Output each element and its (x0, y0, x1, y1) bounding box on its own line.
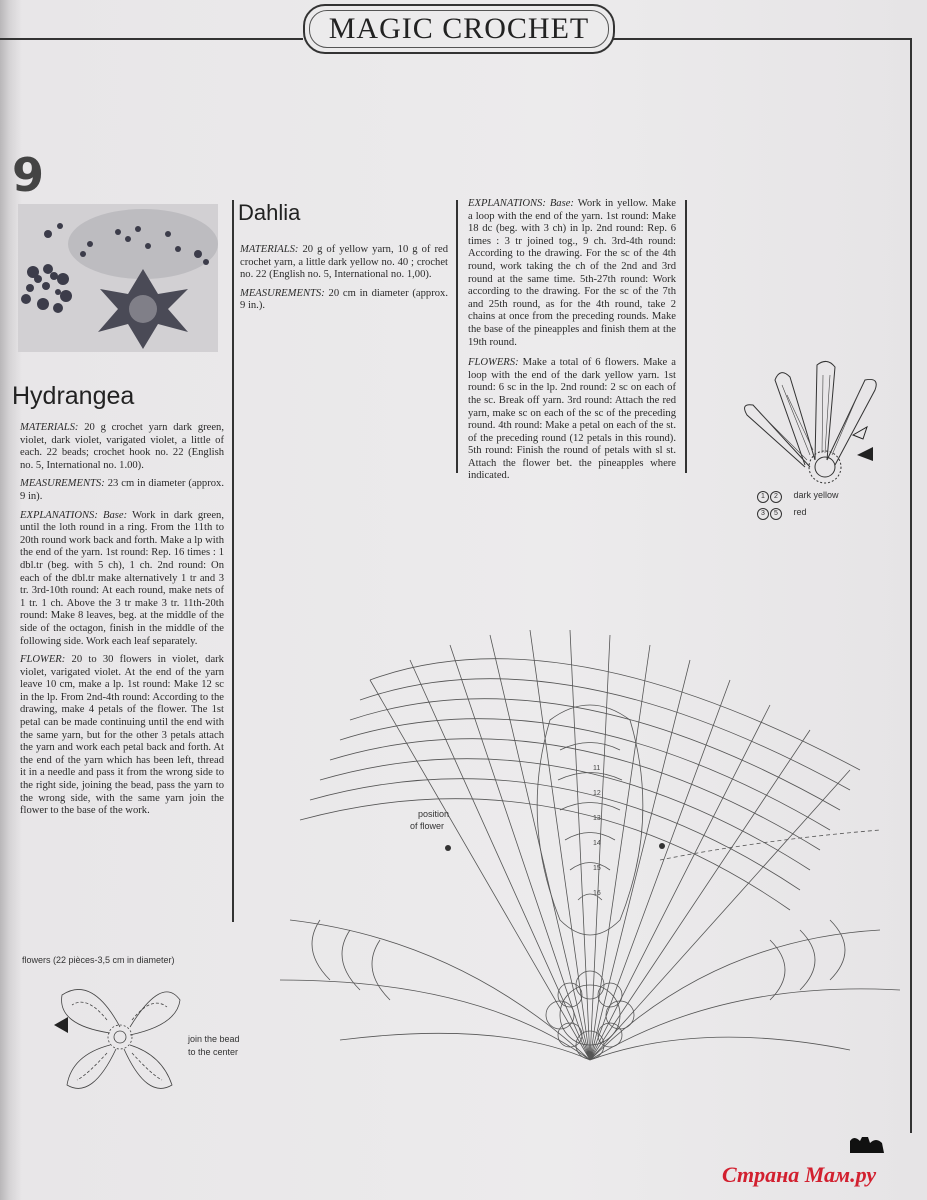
legend-label: dark yellow (793, 490, 839, 500)
hydrangea-flower-diagram (52, 965, 187, 1105)
hydrangea-materials-label: MATERIALS: (20, 422, 79, 433)
magazine-header (303, 4, 615, 54)
pattern-number: 9 (12, 148, 45, 202)
frame-line-top-right (612, 38, 912, 40)
dahlia-flowers-label: FLOWERS: (468, 357, 519, 369)
dahlia-flowers-text: Make a total of 6 flowers. Make a loop with the end of the dark yellow yarn. 1st round: 6 sc in the lp. 2nd round: 2 sc on each of the sc. Break off yarn. 3rd round: Attach the red yarn, make sc on each of the sc of the preceding round. 4th round: Make a petal on each of the st. of the preceding round (12 petals in this round). 5th round: Finish the round of petals with sl st. Attach the flower bet. the pineapples where indicated. (468, 357, 676, 482)
watermark: Страна Мам.ру (722, 1162, 877, 1187)
join-bead-line1: join the bead (188, 1034, 240, 1044)
svg-text:15: 15 (593, 865, 601, 872)
dahlia-measurements-label: MEASUREMENTS: (240, 287, 325, 299)
svg-text:13: 13 (593, 815, 601, 822)
dahlia-title: Dahlia (238, 200, 301, 225)
hydrangea-column (20, 422, 224, 824)
magazine-title: MAGIC CROCHET (328, 12, 590, 45)
hydrangea-title: Hydrangea (12, 382, 135, 410)
frame-line-right (910, 38, 912, 1133)
join-bead-line2: to the center (188, 1047, 239, 1057)
position-caption-line1: position (418, 809, 450, 819)
hydrangea-flower-text: 20 to 30 flowers in violet, dark violet, varigated violet. At the end of the yarn leave 10 cm, make a lp. 1st round: Make 12 sc in the lp. From 2nd-4th round: According to the drawing, make 4 petals of the flower. The 1st petal can be made continuing until the end with the same yarn, but for the other 3 petals attach the yarn and work each petal back and forth. At the end of the yarn which has been left, thread it in a needle and pass it from the wrong side to the right side, joining the bead, pass the yarn to the wrong side, with the same yarn join the flower to the base of the work. (20, 654, 224, 817)
page-end-marker-icon (848, 1135, 888, 1155)
color-legend (757, 490, 839, 520)
legend-num: 5 (770, 508, 782, 520)
join-bead-caption (188, 1033, 240, 1059)
column-rule-3 (685, 200, 687, 473)
hydrangea-explanations-text: Work in dark green, until the loth round in a ring. From the 11th to 20th round work back and forth. Make a lp with the end of the yarn. 1st round: Rep. 16 times : 1 dbl.tr (beg. with 5 ch), 1 ch. 2nd round: On each of the dbl.tr make alternatively 1 tr and 3 tr. 3rd-10th round: At each round, make nets of 1 tr. 1 ch. Above the 3 tr make 3 tr. 11th-20th round: Make 8 leaves, beg. at the middle of the side of the octagon, finish in the middle of the following side. Work each leaf separately. (20, 509, 224, 647)
hydrangea-explanations-label: EXPLANATIONS: Base: (20, 509, 128, 521)
legend-label: red (793, 507, 807, 517)
legend-num: 1 (757, 491, 769, 503)
column-rule-1 (232, 200, 234, 922)
svg-text:12: 12 (593, 790, 601, 797)
flowers-caption: flowers (22 pièces-3,5 cm in diameter) (22, 955, 175, 965)
dahlia-materials-label: MATERIALS: (240, 244, 299, 255)
hydrangea-measurements-text: 23 cm in diameter (approx. 9 in). (20, 478, 224, 502)
frame-line-top-left (0, 38, 303, 40)
dahlia-explanations-label: EXPLANATIONS: Base: (468, 198, 574, 209)
dahlia-explanations-text: Work in yellow. Make a loop with the end of the yarn. 1st round: Make 18 dc (beg. with 3 ch) in lp. 2nd round: Rep. 6 times : 3 tr joined tog., 9 ch. 3rd-4th round: According to the drawing. For the sc of the 4th round, work taking the ch of the 2nd and 3rd round at the same time. 5th-27th round: Work according to the drawing. For the sc of the 7th and 25th round, as for the 4th round, take 2 chains at once from the preceding rounds. Make the base of the pineapples and finish them at the 19th round. (468, 198, 676, 348)
dahlia-materials-column (240, 244, 448, 319)
doily-chart (260, 620, 910, 1080)
position-caption-line2: of flower (410, 821, 445, 831)
hydrangea-photo (18, 204, 218, 352)
svg-text:14: 14 (593, 840, 601, 847)
dahlia-measurements-text: 20 cm in diameter (approx. 9 in.). (240, 287, 448, 312)
hydrangea-flower-label: FLOWER: (20, 654, 66, 666)
column-rule-2 (456, 200, 458, 473)
dahlia-materials-text: 20 g of yellow yarn, 10 g of red crochet yarn, a little dark yellow no. 40 ; crochet no. 22 (English no. 5, International no. 1,00). (240, 244, 448, 281)
dahlia-explanations-column (468, 198, 676, 489)
legend-num: 3 (757, 508, 769, 520)
legend-row-dark-yellow (757, 490, 839, 503)
flower-petal-diagram (735, 355, 885, 490)
legend-num: 2 (770, 491, 782, 503)
legend-row-red (757, 507, 839, 520)
hydrangea-materials-text: 20 g crochet yarn dark green, violet, dark violet, varigated violet, a little of each. 22 beads; crochet hook no. 22 (English no. 5, International no. 1.00). (20, 422, 224, 471)
position-caption (410, 808, 449, 832)
hydrangea-measurements-label: MEASUREMENTS: (20, 478, 105, 490)
svg-text:16: 16 (593, 890, 601, 897)
svg-text:11: 11 (593, 765, 601, 772)
